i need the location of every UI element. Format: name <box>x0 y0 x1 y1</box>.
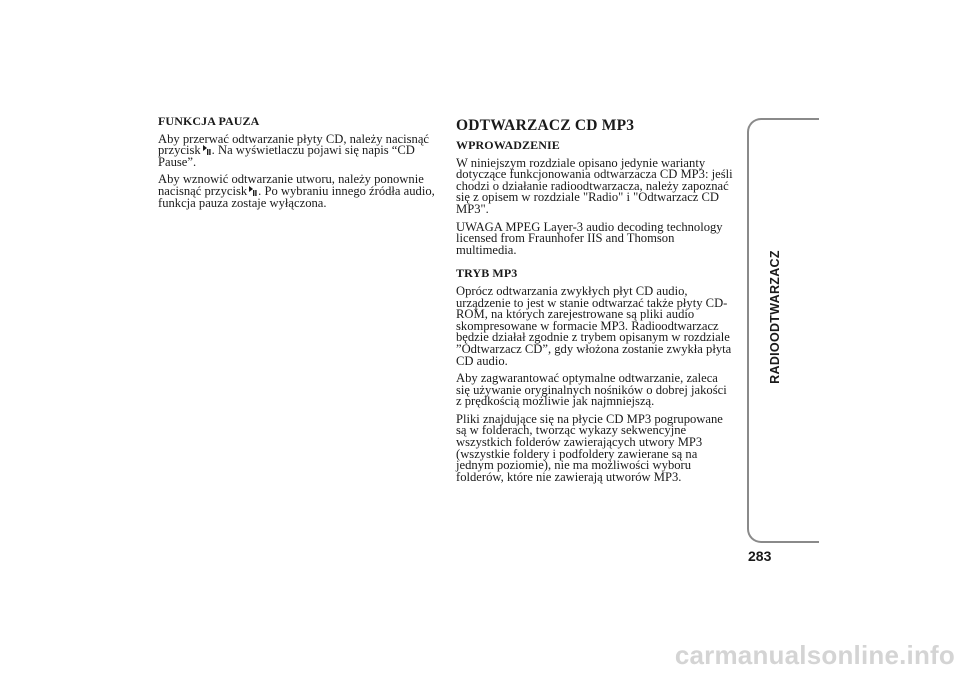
paragraph-pause-1 <box>158 131 446 169</box>
subheading-mp3-mode: TRYB MP3 <box>456 266 518 281</box>
paragraph-mp3-3: Pliki znajdujące się na płycie CD MP3 pogrupowane są w folderach, tworząc wykazy sekwencyjne wszystkich folderów zawierających utwory MP3 (wszystkie foldery i podfoldery zawierane są na jednym poziomie), nie ma możliwości wyboru folderów, które nie zawierają utworów MP3. <box>456 411 723 484</box>
chapter-tab-text: RADIOODTWARZACZ <box>768 250 782 384</box>
paragraph-pause-2 <box>158 174 446 209</box>
paragraph-intro-2: UWAGA MPEG Layer-3 audio decoding technology licensed from Fraunhofer IIS and Thomson multimedia. <box>456 219 723 257</box>
right-column <box>456 118 734 489</box>
section-heading-pause: FUNKCJA PAUZA <box>158 114 260 128</box>
play-pause-icon <box>202 145 211 155</box>
play-pause-icon <box>248 186 257 196</box>
paragraph-mp3-2: Aby zagwarantować optymalne odtwarzanie, zaleca się używanie oryginalnych nośników o dobrej jakości z prędkością możliwie jak najmniejszą. <box>456 371 727 409</box>
chapter-tab-label <box>768 252 782 382</box>
subheading-intro: WPROWADZENIE <box>456 138 560 152</box>
chapter-tab <box>747 118 819 543</box>
paragraph-pause-1-end: . Na wyświetlaczu pojawi się napis “CD Pause”. <box>158 143 415 169</box>
left-column <box>158 116 446 215</box>
paragraph-intro-1: W niniejszym rozdziale opisano jedynie warianty dotyczące funkcjonowania odtwarzacza CD MP3: jeśli chodzi o działanie radioodtwarzacza, należy zapoznać się z opisem w rozdziale "Radio" i "Odtwarzacz CD MP3". <box>456 155 733 216</box>
paragraph-pause-1-start: Aby przerwać odtwarzanie płyty CD, należy nacisnąć przycisk <box>158 131 429 158</box>
watermark: carmanualsonline.info <box>674 640 955 670</box>
paragraph-pause-2-end: . Po wybraniu innego źródła audio, funkcja pauza zostaje wyłączona. <box>158 183 435 210</box>
paragraph-mp3-1: Oprócz odtwarzania zwykłych płyt CD audio, urządzenie to jest w stanie odtwarzać także płyty CD-ROM, na których zarejestrowane są pliki audio skompresowane w formacie MP3. Radioodtwarzacz będzie działał zgodnie z trybem opisanym w rozdziale ”Odtwarzacz CD”, gdy włożona zostanie zwykła płyta CD audio. <box>456 283 732 368</box>
paragraph-pause-2-start: Aby wznowić odtwarzanie utworu, należy ponownie nacisnąć przycisk <box>158 172 424 198</box>
section-title-cd-mp3: ODTWARZACZ CD MP3 <box>456 117 635 134</box>
page-number: 283 <box>748 548 772 564</box>
